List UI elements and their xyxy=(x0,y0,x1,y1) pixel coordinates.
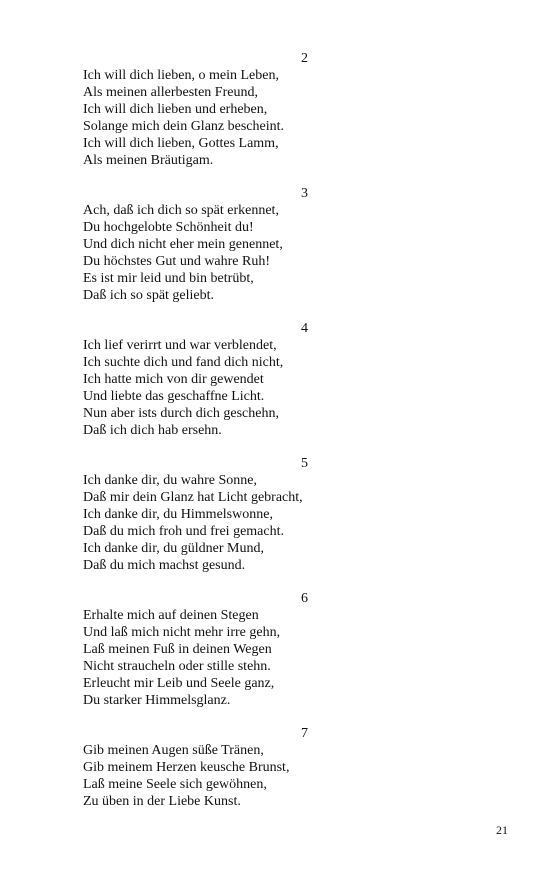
verse-line: Ich danke dir, du wahre Sonne, xyxy=(83,473,257,488)
verse-line: Daß du mich froh und frei gemacht. xyxy=(83,524,284,539)
stanza xyxy=(83,50,383,169)
verse-line: Als meinen Bräutigam. xyxy=(83,153,214,168)
stanza xyxy=(83,725,383,810)
verse-line: Ich hatte mich von dir gewendet xyxy=(83,372,264,387)
verse-line: Erleucht mir Leib und Seele ganz, xyxy=(83,676,275,691)
verse-line: Ach, daß ich dich so spät erkennet, xyxy=(83,203,279,218)
verse-line: Ich will dich lieben, o mein Leben, xyxy=(83,68,279,83)
stanza xyxy=(83,320,383,439)
verse-line: Ich suchte dich und fand dich nicht, xyxy=(83,355,284,370)
verse-line: Und dich nicht eher mein genennet, xyxy=(83,237,283,252)
verse-line: Solange mich dein Glanz bescheint. xyxy=(83,119,284,134)
stanza-number: 3 xyxy=(301,186,308,201)
poem-body xyxy=(83,50,383,826)
verse-line: Daß ich so spät geliebt. xyxy=(83,288,215,303)
verse-line: Ich danke dir, du Himmelswonne, xyxy=(83,507,273,522)
verse-line: Zu üben in der Liebe Kunst. xyxy=(83,794,241,809)
verse-line: Als meinen allerbesten Freund, xyxy=(83,85,258,100)
verse-line: Laß meine Seele sich gewöhnen, xyxy=(83,777,267,792)
verse-line: Gib meinem Herzen keusche Brunst, xyxy=(83,760,290,775)
verse-line: Du hochgelobte Schönheit du! xyxy=(83,220,254,235)
verse-line: Und liebte das geschaffne Licht. xyxy=(83,389,265,404)
stanza-number: 4 xyxy=(301,321,308,336)
verse-line: Daß du mich machst gesund. xyxy=(83,558,246,573)
verse-line: Nun aber ists durch dich geschehn, xyxy=(83,406,279,421)
stanza xyxy=(83,455,383,574)
stanza xyxy=(83,590,383,709)
verse-line: Ich will dich lieben und erheben, xyxy=(83,102,268,117)
verse-line: Nicht straucheln oder stille stehn. xyxy=(83,659,271,674)
verse-line: Du starker Himmelsglanz. xyxy=(83,693,231,708)
stanza-number: 7 xyxy=(301,726,308,741)
stanza-number: 6 xyxy=(301,591,308,606)
stanza-number: 5 xyxy=(301,456,308,471)
verse-line: Es ist mir leid und bin betrübt, xyxy=(83,271,254,286)
verse-line: Laß meinen Fuß in deinen Wegen xyxy=(83,642,272,657)
verse-line: Du höchstes Gut und wahre Ruh! xyxy=(83,254,271,269)
verse-line: Daß ich dich hab ersehn. xyxy=(83,423,222,438)
stanza xyxy=(83,185,383,304)
verse-line: Ich danke dir, du güldner Mund, xyxy=(83,541,265,556)
verse-line: Erhalte mich auf deinen Stegen xyxy=(83,608,259,623)
stanza-number: 2 xyxy=(301,51,308,66)
page-number: 21 xyxy=(496,823,508,837)
verse-line: Ich lief verirrt und war verblendet, xyxy=(83,338,277,353)
verse-line: Und laß mich nicht mehr irre gehn, xyxy=(83,625,281,640)
verse-line: Ich will dich lieben, Gottes Lamm, xyxy=(83,136,279,151)
verse-line: Daß mir dein Glanz hat Licht gebracht, xyxy=(83,490,303,505)
verse-line: Gib meinen Augen süße Tränen, xyxy=(83,743,264,758)
